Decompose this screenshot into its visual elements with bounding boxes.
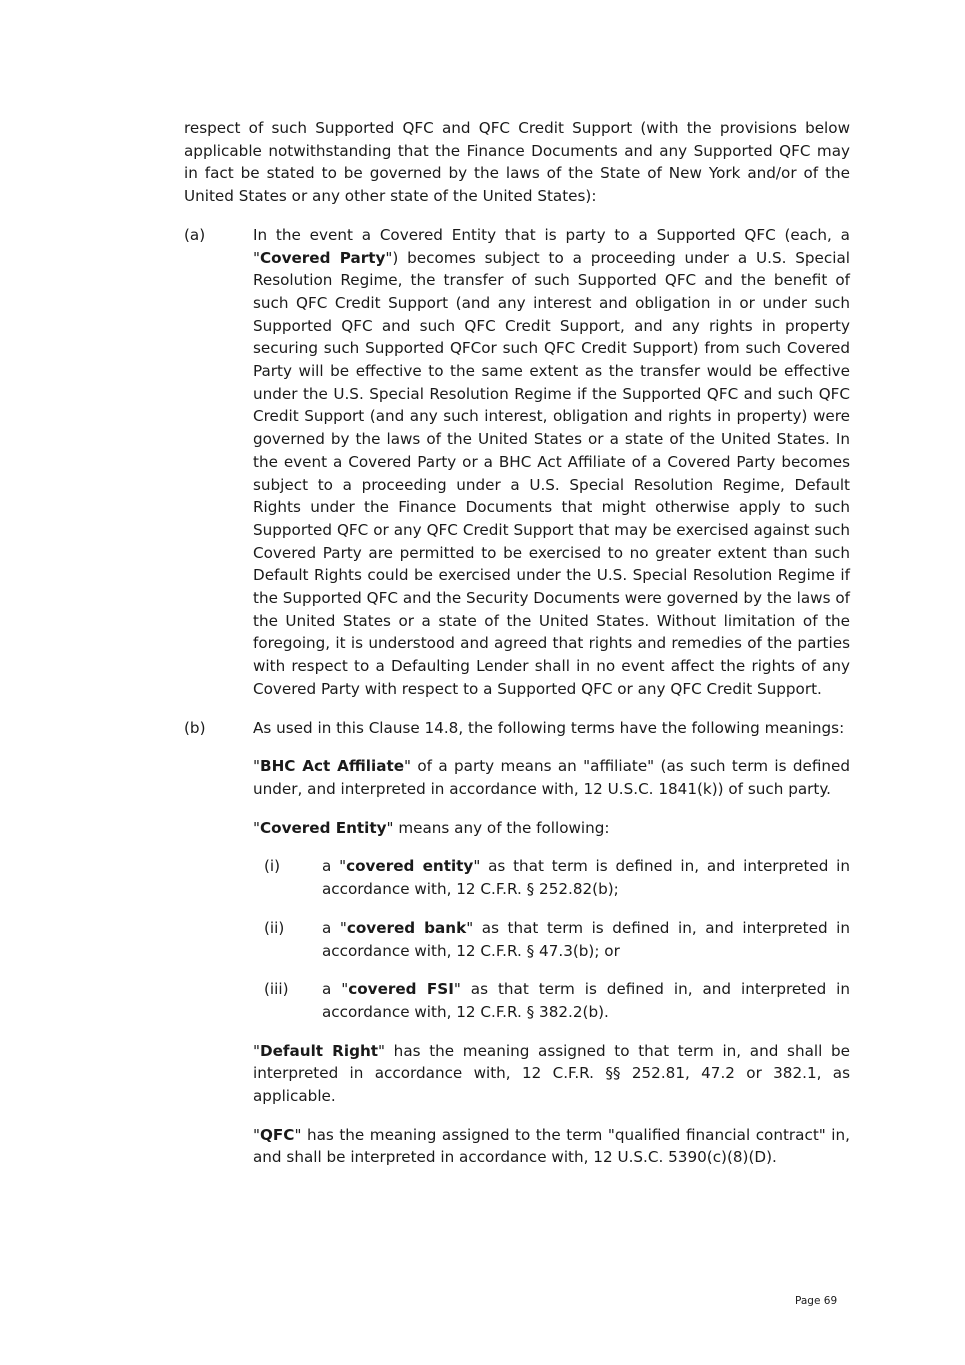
- intro-paragraph: respect of such Supported QFC and QFC Credit Support (with the provisions below applicable notwithstanding that the Finance Documents and any Supported QFC may in fact be stated to be governed by the laws of the State of New York and/or of the United States or any other state of the United States):: [184, 119, 850, 206]
- sub-item-term: covered bank: [346, 918, 467, 937]
- clause-a-text: [253, 224, 850, 701]
- definition-covered-entity: [253, 817, 850, 840]
- definition-qfc: [253, 1124, 850, 1169]
- clause-a-number: (a): [184, 225, 206, 244]
- sub-item-text-post: " as that term is defined in, and interpreted in accordance with, 12 C.F.R. § 47.3(b); or: [322, 918, 850, 960]
- definition-open-quote: ": [253, 1041, 260, 1060]
- definition-term: QFC: [260, 1125, 295, 1144]
- sub-item-text-pre: a ": [322, 857, 347, 876]
- sub-item-text-post: " as that term is defined in, and interpreted in accordance with, 12 C.F.R. § 252.82(b);: [322, 857, 850, 899]
- sub-item-number: (iii): [264, 980, 289, 999]
- sub-item-text: [322, 855, 850, 900]
- definition-default-right: [253, 1040, 850, 1108]
- sub-item-number: (i): [264, 857, 281, 876]
- definition-term: Covered Entity: [260, 818, 387, 837]
- clause-a-text-post: ") becomes subject to a proceeding under a U.S. Special Resolution Regime, the transfer of such Supported QFC and the benefit of such QFC Credit Support (and any interest and obligation in or under such Supported QFC and such QFC Credit Support, and any rights in property securing such Supported QFCor such QFC Credit Support) from such Covered Party will be effective to the same extent as the transfer would be effective under the U.S. Special Resolution Regime if the Supported QFC and such QFC Credit Support (and any such interest, obligation and rights in property) were governed by the laws of the United States or a state of the United States. In the event a Covered Party or a BHC Act Affiliate of a Covered Party becomes subject to a proceeding under a U.S. Special Resolution Regime, Default Rights under the Finance Documents that might otherwise apply to such Supported QFC or any QFC Credit Support that may be exercised against such Covered Party are permitted to be exercised to no greater extent than such Default Rights could be exercised under the U.S. Special Resolution Regime if the Supported QFC and the Security Documents were governed by the laws of the United States or a state of the United States. Without limitation of the foregoing, it is understood and agreed that rights and remedies of the parties with respect to a Defaulting Lender shall in no event affect the rights of any Covered Party with respect to a Supported QFC or any QFC Credit Support.: [253, 248, 850, 698]
- sub-item-ii: [264, 917, 850, 962]
- definition-term: BHC Act Affiliate: [260, 757, 405, 776]
- document-page: [184, 117, 850, 1185]
- sub-item-text-pre: a ": [322, 918, 347, 937]
- clause-a-text-pre: In the event a Covered Entity that is party to a Supported QFC (each, a ": [253, 225, 850, 267]
- definition-text: " of a party means an "affiliate" (as such term is defined under, and interpreted in accordance with, 12 U.S.C. 1841(k)) of such party.: [253, 757, 850, 798]
- definition-text: " has the meaning assigned to that term in, and shall be interpreted in accordance with, 12 C.F.R. §§ 252.81, 47.2 or 382.1, as applicable.: [253, 1041, 850, 1106]
- definition-bhc-act-affiliate: [253, 755, 850, 800]
- clause-a: [184, 224, 850, 701]
- clause-b-text: As used in this Clause 14.8, the following terms have the following meanings:: [253, 718, 845, 737]
- sub-item-text-post: " as that term is defined in, and interpreted in accordance with, 12 C.F.R. § 382.2(b).: [322, 980, 850, 1021]
- definition-open-quote: ": [253, 818, 260, 837]
- sub-item-term: covered FSI: [348, 980, 454, 999]
- sub-item-iii: [264, 978, 850, 1023]
- definition-text: " means any of the following:: [386, 818, 610, 837]
- sub-item-text: [322, 917, 850, 962]
- sub-item-text-pre: a ": [322, 980, 349, 999]
- sub-item-number: (ii): [264, 918, 285, 937]
- covered-party-term: Covered Party: [260, 248, 386, 267]
- definition-open-quote: ": [253, 757, 260, 776]
- clause-b-number: (b): [184, 718, 206, 737]
- definition-open-quote: ": [253, 1125, 260, 1144]
- definition-text: " has the meaning assigned to the term "qualified financial contract" in, and shall be interpreted in accordance with, 12 U.S.C. 5390(c)(8)(D).: [253, 1125, 850, 1167]
- sub-item-i: [264, 855, 850, 900]
- sub-item-term: covered entity: [346, 857, 474, 876]
- page-number: Page 69: [795, 1295, 838, 1307]
- sub-item-text: [322, 978, 850, 1023]
- clause-b: [184, 717, 850, 740]
- definition-term: Default Right: [260, 1041, 379, 1060]
